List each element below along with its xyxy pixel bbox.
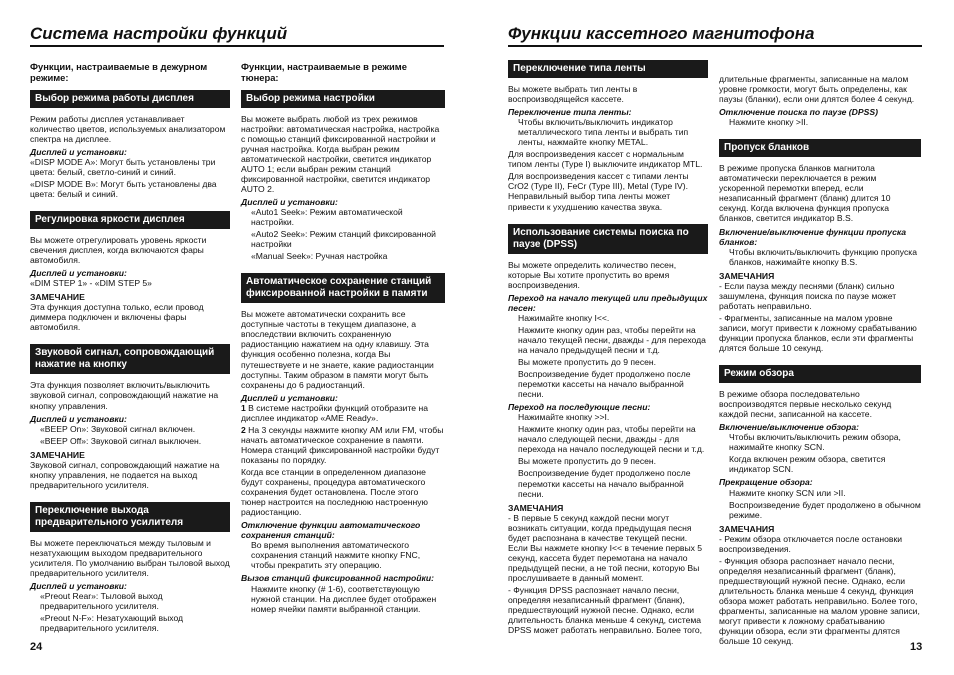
note-heading: ЗАМЕЧАНИЕ — [30, 292, 85, 303]
subheading: Прекращение обзора: — [719, 477, 813, 488]
section-header: Пропуск бланков — [719, 139, 921, 157]
subheading: Дисплей и установки: — [241, 197, 338, 207]
note-text: - В первые 5 секунд каждой песни могут возникать ситуации, когда предыдущая песня будет распознана в качестве текущей песни. Если Вы нажмете кнопку I<< в течение первых 5 секунд, кассета будет перемотана на начало предыдущей песни, а не той песни, которую Вы прослушиваете в данный момент. — [508, 512, 703, 583]
note-heading: ЗАМЕЧАНИЕ — [30, 449, 85, 460]
paragraph: Режим работы дисплея устанавливает количество цветов, используемых анализатором спектра на дисплее. — [30, 113, 226, 144]
note-heading: ЗАМЕЧАНИЯ — [719, 523, 775, 534]
section-header: Использование системы поиска по паузе (DPSS) — [508, 224, 708, 254]
paragraph: Когда все станции в определенном диапазоне будут сохранены, процедура автоматического сохранения будет остановлена. После этого тюнер настроится на последнюю настроенную радиостанцию. — [241, 466, 428, 518]
section-header: Режим обзора — [719, 365, 921, 383]
step-1 — [241, 403, 445, 423]
page-number-left: 24 — [30, 641, 43, 653]
paragraph: Нажмите кнопку (# 1-6), соответствующую нужной станции. На дисплее будет отображен номер ячейки памяти выбранной станции. — [251, 583, 437, 614]
paragraph: Вы можете автоматически сохранить все доступные частоты в текущем диапазоне, а впоследствии включить сохраненную радиостанцию нажатием на одну клавишу. Эта функция особенно полезна, когда Вы путешествуете и не знаете, какие радиостанции доступны. Таким образом в памяти могут быть сохранены до 6 радиостанций. — [241, 309, 434, 390]
subheading: Переход на последующие песни: — [508, 402, 651, 413]
standby-functions-intro: Функции, настраиваемые в дежурном режиме: — [30, 61, 208, 83]
paragraph: Вы можете пропустить до 9 песен. — [518, 456, 657, 467]
section-preout — [30, 502, 230, 633]
paragraph: Нажмите кнопку SCN или >II. — [729, 487, 846, 498]
subheading: Переход на начало текущей или предыдущих песен: — [508, 292, 708, 313]
note-text: Звуковой сигнал, сопровождающий нажатие на кнопку управления, не подается на выход предварительного усилителя. — [30, 459, 220, 490]
section-header: Автоматическое сохранение станций фиксированной настройки в памяти — [241, 273, 445, 303]
step-2 — [241, 425, 445, 465]
paragraph: Нажмите кнопку один раз, чтобы перейти на начало следующей песни, дважды - для перехода на начало последующей песни и т.д. — [518, 424, 705, 455]
section-header: Переключение выхода предварительного усилителя — [30, 502, 230, 532]
tuner-functions-intro: Функции, настраиваемые в режиме тюнера: — [241, 61, 407, 83]
section-tape-type — [508, 60, 708, 212]
section-display-brightness — [30, 211, 230, 332]
note-text: - Функция обзора распознает начало песни, определяя незаписанный фрагмент (бланк), предшествующий нужной песне. Однако, если длительность бланка меньше 4 секунд, функция обзора может работать неправильно. Более того, фрагменты, записанные на малом уровне записи, могут привести к ложному срабатыванию функции обзора, если эти фрагменты длятся больше 10 секунд. — [719, 555, 920, 647]
page-number-right: 13 — [910, 641, 923, 653]
setting-item: «Auto2 Seek»: Режим станций фиксированной настройки — [251, 229, 436, 250]
paragraph: Для воспроизведения кассет с типами ленты CrO2 (Type II), FeCr (Type III), Metal (Type IV). Неправильный выбор типа ленты может привести к ухудшению качества звука. — [508, 171, 689, 212]
section-beep — [30, 344, 230, 489]
section-header: Регулировка яркости дисплея — [30, 211, 230, 229]
paragraph: Нажимайте кнопку I<<. — [518, 312, 610, 323]
section-display-mode — [30, 90, 230, 199]
setting-item: «Preout N-F»: Незатухающий выход предварительного усилителя. — [40, 613, 184, 634]
paragraph: Вы можете выбрать любой из трех режимов настройки: автоматическая настройка, настройка с помощью станций фиксированной настройки и ручная настройка. Когда выбран режим автоматической настройки, светится индикатор AUTO 1; если выбран режим станций фиксированной настройки, светится индикатор AUTO 2. — [241, 113, 440, 194]
step-number: 2 — [241, 424, 246, 435]
step-number: 1 — [241, 402, 246, 413]
setting-item: «BEEP Off»: Звуковой сигнал выключен. — [40, 435, 202, 446]
subheading: Дисплей и установки: — [30, 146, 127, 157]
subheading: Включение/выключение функции пропуска бланков: — [719, 226, 907, 247]
note-heading: ЗАМЕЧАНИЯ — [508, 502, 564, 513]
column-3 — [508, 60, 708, 647]
paragraph: Чтобы включить/выключить индикатор металлического типа ленты и выбрать тип ленты, нажмайте кнопку METAL. — [518, 117, 689, 148]
subheading: Вызов станций фиксированной настройки: — [241, 573, 434, 584]
right-title-rule — [508, 45, 922, 47]
subheading: Включение/выключение обзора: — [719, 422, 860, 433]
paragraph: длительные фрагменты, записанные на малом уровне громкости, могут быть определены, как паузы (бланки), если они длятся более 4 секунд. — [719, 74, 915, 105]
section-header: Звуковой сигнал, сопровождающий нажатие на кнопку — [30, 344, 230, 374]
paragraph: Чтобы включить/выключить функцию пропуска бланков, нажимайте кнопку B.S. — [729, 246, 917, 267]
step-text: На 3 секунды нажмите кнопку AM или FM, чтобы начать автоматическое сохранение в памяти. Номера станций фиксированной настройки будут показаны по порядку. — [241, 424, 444, 465]
note-text: - Режим обзора отключается после остановки воспроизведения. — [719, 533, 903, 554]
section-blank-skip — [719, 139, 921, 353]
subheading: Отключение функции автоматического сохранения станций: — [241, 520, 421, 541]
setting-item: «Auto1 Seek»: Режим автоматической настройки. — [251, 207, 403, 228]
paragraph: Вы можете выбрать тип ленты в воспроизводящейся кассете. — [508, 84, 638, 105]
setting-item: «Preout Rear»: Тыловой выход предварительного усилителя. — [40, 591, 163, 612]
paragraph: Вы можете пропустить до 9 песен. — [518, 356, 657, 367]
note-text: Эта функция доступна только, если провод диммера подключен и включены фары автомобиля. — [30, 302, 204, 333]
paragraph: Во время выполнения автоматического сохранения станций нажмите кнопку FNC, чтобы прекратить эту операцию. — [251, 540, 421, 571]
note-heading: ЗАМЕЧАНИЯ — [719, 270, 775, 281]
paragraph: Нажмите кнопку >II. — [729, 117, 809, 128]
paragraph: Воспроизведение будет продолжено после перемотки кассеты на начало выбранной песни. — [518, 369, 691, 400]
paragraph: Вы можете переключаться между тыловым и незатухающим выходом предварительного усилителя. По умолчанию выбран тыловой выход предварительного усилителя. — [30, 537, 230, 579]
setting-item: «Manual Seek»: Ручная настройка — [251, 251, 388, 262]
setting-item: «BEEP On»: Звуковой сигнал включен. — [40, 423, 196, 434]
section-header: Выбор режима работы дисплея — [30, 90, 230, 108]
setting-item: «DISP MODE A»: Могут быть установлены три цвета: белый, светло-синий и синий. — [30, 156, 216, 177]
subheading: Дисплей и установки: — [30, 413, 127, 424]
column-1 — [30, 60, 230, 645]
section-auto-memory — [241, 273, 445, 613]
paragraph: Вы можете определить количество песен, которые Вы хотите пропустить во время воспроизведения. — [508, 259, 677, 290]
note-text: - Если пауза между песнями (бланк) сильно зашумлена, функция поиска по паузе может работать неправильно. — [719, 280, 897, 311]
paragraph: Чтобы включить/выключить режим обзора, нажимайте кнопку SCN. — [729, 432, 901, 453]
section-header: Выбор режима настройки — [241, 90, 445, 108]
column-4 — [719, 74, 921, 658]
section-scan-mode — [719, 365, 921, 646]
paragraph: Эта функция позволяет включить/выключить звуковой сигнал, сопровождающий нажатие на кнопку управления. — [30, 380, 219, 411]
section-dpss — [508, 224, 708, 636]
subheading: Дисплей и установки: — [30, 581, 127, 592]
paragraph: В режиме пропуска бланков магнитола автоматически переключается в режим ускоренной перемотки вперед, если незаписанный фрагмент (бланк) длится 10 секунд. Когда включена функция пропуска бланков, светится индикатор B.S. — [719, 163, 891, 224]
note-text: - Фрагменты, записанные на малом уровне записи, могут привести к ложному срабатыванию функции пропуска бланков, если эти фрагменты длятся больше 10 секунд. — [719, 312, 917, 354]
subheading: Переключение типа ленты: — [508, 107, 632, 118]
left-title-rule — [30, 45, 444, 47]
paragraph: Воспроизведение будет продолжено в обычном режиме. — [729, 499, 921, 520]
section-tuning-mode — [241, 90, 445, 262]
subheading: Отключение поиска по паузе (DPSS) — [719, 107, 878, 118]
paragraph: Вы можете отрегулировать уровень яркости свечения дисплея, когда включаются фары автомобиля. — [30, 235, 207, 266]
setting-item: «DIM STEP 1» - «DIM STEP 5» — [30, 278, 152, 289]
paragraph: Воспроизведение будет продолжено после перемотки кассеты на начало выбранной песни. — [518, 468, 691, 499]
left-page-title: Система настройки функций — [30, 24, 288, 43]
paragraph: Когда включен режим обзора, светится индикатор SCN. — [729, 454, 886, 475]
paragraph: Нажимайте кнопку >>I. — [518, 412, 610, 423]
section-header: Переключение типа ленты — [508, 60, 708, 78]
subheading: Дисплей и установки: — [241, 392, 338, 403]
setting-item: «DISP MODE B»: Могут быть установлены два цвета: белый и синий. — [30, 178, 217, 199]
note-text: - Функция DPSS распознает начало песни, определяя незаписанный фрагмент (бланк), предшествующий нужной песне. Однако, если длительность бланка меньше 4 секунд, система DPSS может работать неправильно. Более того, — [508, 584, 703, 636]
right-page-title: Функции кассетного магнитофона — [508, 24, 815, 43]
paragraph: Для воспроизведения кассет с нормальным типом ленты (Type I) выключите индикатор MTL. — [508, 149, 703, 170]
step-text: В системе настройки функций отобразите на дисплее индикатор «AME Ready». — [241, 402, 428, 423]
paragraph: Нажмите кнопку один раз, чтобы перейти на начало текущей песни, дважды - для перехода на начало предыдущей песни и т.д. — [518, 324, 706, 355]
subheading: Дисплей и установки: — [30, 268, 127, 279]
column-2 — [241, 60, 445, 626]
paragraph: В режиме обзора последовательно воспроизводятся первые несколько секунд каждой песни, записанной на кассете. — [719, 389, 892, 420]
